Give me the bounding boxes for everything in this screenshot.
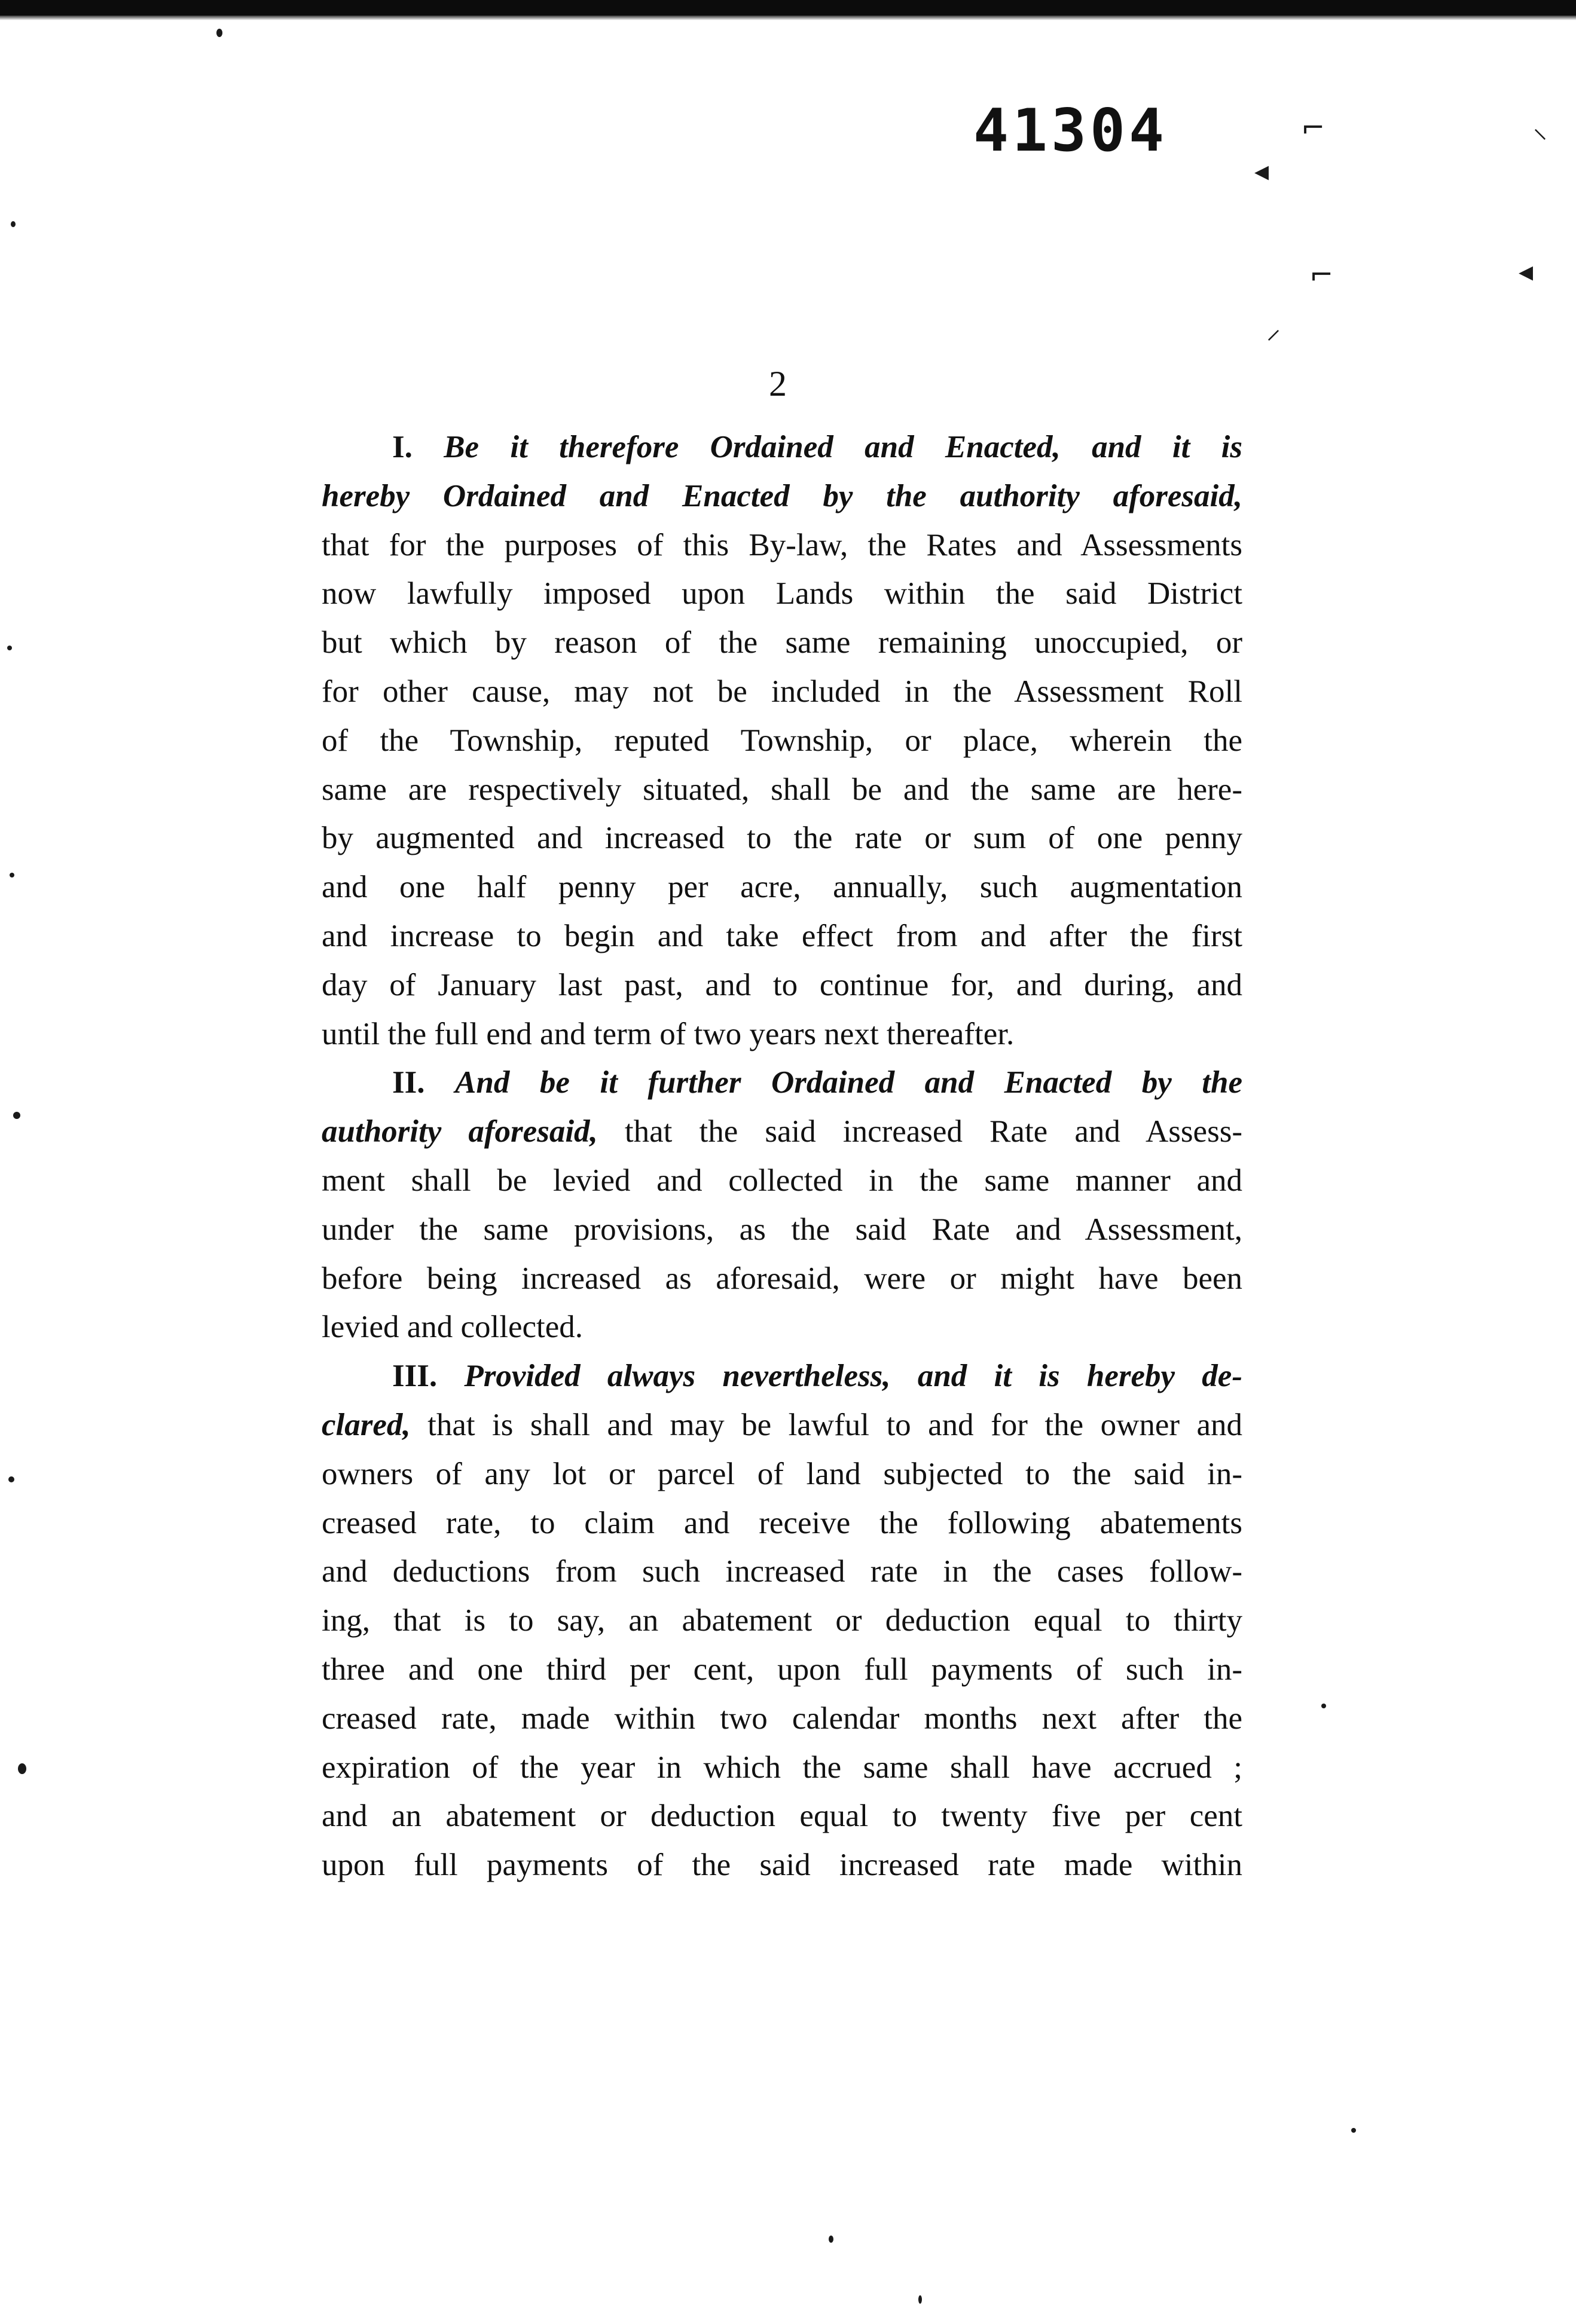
paragraph-line xyxy=(322,423,1242,472)
body-text xyxy=(322,423,1242,1890)
paragraph-line xyxy=(322,1597,1242,1646)
text-segment: and increase to begin and take effect from and after the first xyxy=(322,918,1242,953)
paragraph-line xyxy=(322,1646,1242,1695)
text-segment: Provided always nevertheless, and it is hereby de- xyxy=(464,1359,1242,1394)
paragraph-line xyxy=(322,1792,1242,1841)
text-segment: but which by reason of the same remaining unoccupied, or xyxy=(322,625,1242,660)
scan-mark: ⌐ xyxy=(1309,258,1334,292)
scan-speck xyxy=(216,29,222,37)
paragraph-line xyxy=(322,1695,1242,1744)
paragraph-line xyxy=(322,1744,1242,1793)
text-segment: owners of any lot or parcel of land subjected to the said in- xyxy=(322,1456,1242,1491)
scan-speck xyxy=(18,1763,26,1774)
text-segment: of the Township, reputed Township, or place, wherein the xyxy=(322,723,1242,758)
scan-mark: ◂ xyxy=(1519,255,1534,288)
text-segment: ment shall be levied and collected in the same manner and xyxy=(322,1163,1242,1198)
scan-speck xyxy=(918,2295,922,2304)
text-segment: for other cause, may not be included in the Assessment Roll xyxy=(322,674,1242,709)
text-segment: creased rate, made within two calendar months next after the xyxy=(322,1701,1242,1736)
text-segment: And be it further Ordained and Enacted by the xyxy=(455,1065,1242,1100)
text-segment: authority aforesaid, xyxy=(322,1114,598,1149)
text-segment: and one half penny per acre, annually, such augmentation xyxy=(322,870,1242,905)
text-segment: creased rate, to claim and receive the following abatements xyxy=(322,1505,1242,1540)
text-segment: Be it therefore Ordained and Enacted, and it is xyxy=(444,430,1242,464)
paragraph-line xyxy=(322,1157,1242,1206)
text-segment: clared, xyxy=(322,1407,411,1442)
scan-top-fade xyxy=(0,16,1576,20)
page-number: 2 xyxy=(769,364,787,403)
paragraph-line xyxy=(322,1303,1242,1352)
text-segment: and an abatement or deduction equal to twenty five per cent xyxy=(322,1799,1242,1834)
paragraph-line xyxy=(322,1548,1242,1597)
scan-mark: ⸜ xyxy=(1533,111,1548,145)
paragraph-line xyxy=(322,472,1242,521)
text-segment: by augmented and increased to the rate or sum of one penny xyxy=(322,821,1242,856)
text-segment: hereby Ordained and Enacted by the authority aforesaid, xyxy=(322,478,1242,513)
text-segment: now lawfully imposed upon Lands within the said District xyxy=(322,576,1242,611)
scan-top-edge xyxy=(0,0,1576,16)
text-segment: ing, that is to say, an abatement or deduction equal to thirty xyxy=(322,1603,1242,1638)
scan-speck xyxy=(13,1112,20,1119)
paragraph-line xyxy=(322,863,1242,912)
text-segment: before being increased as aforesaid, were or might have been xyxy=(322,1261,1242,1296)
scan-speck xyxy=(11,221,16,227)
paragraph-line xyxy=(322,1206,1242,1255)
paragraph-line xyxy=(322,717,1242,766)
paragraph-line xyxy=(322,1255,1242,1304)
paragraph-line xyxy=(322,1010,1242,1059)
paragraph-line xyxy=(322,912,1242,961)
paragraph-line xyxy=(322,1059,1242,1108)
text-segment: I. xyxy=(392,430,444,464)
paragraph-line xyxy=(322,1841,1242,1890)
text-segment: three and one third per cent, upon full payments of such in- xyxy=(322,1652,1242,1687)
paragraph-line xyxy=(322,1499,1242,1548)
text-segment: until the full end and term of two years next thereafter. xyxy=(322,1016,1015,1051)
paragraph-line xyxy=(322,1352,1242,1401)
scan-speck xyxy=(1351,2128,1356,2133)
text-segment: that is shall and may be lawful to and for the owner and xyxy=(410,1407,1242,1442)
paragraph-line xyxy=(322,814,1242,863)
text-segment: levied and collected. xyxy=(322,1310,584,1345)
text-segment: under the same provisions, as the said Rate and Assessment, xyxy=(322,1212,1242,1247)
paragraph-line xyxy=(322,570,1242,619)
paragraph-line xyxy=(322,619,1242,668)
paragraph-line xyxy=(322,668,1242,717)
paragraph-line xyxy=(322,766,1242,815)
text-segment: same are respectively situated, shall be and the same are here- xyxy=(322,772,1242,807)
text-segment: II. xyxy=(392,1065,456,1100)
scan-speck xyxy=(10,873,14,877)
scan-speck xyxy=(1321,1704,1326,1708)
scan-speck xyxy=(8,1476,14,1482)
scan-mark: ⸝ xyxy=(1266,312,1281,345)
scan-speck xyxy=(829,2236,833,2243)
text-segment: that the said increased Rate and Assess- xyxy=(597,1114,1242,1149)
text-segment: upon full payments of the said increased rate made within xyxy=(322,1848,1242,1883)
text-segment: that for the purposes of this By-law, the Rates and Assessments xyxy=(322,527,1242,562)
scan-mark: ◂ xyxy=(1254,154,1269,188)
paragraph-line xyxy=(322,521,1242,570)
text-segment: day of January last past, and to continue for, and during, and xyxy=(322,967,1242,1002)
text-segment: and deductions from such increased rate in the cases follow- xyxy=(322,1554,1242,1589)
text-segment: expiration of the year in which the same shall have accrued ; xyxy=(322,1750,1242,1785)
document-number: 41304 xyxy=(973,97,1168,165)
paragraph-line xyxy=(322,1401,1242,1450)
paragraph-line xyxy=(322,1450,1242,1499)
scan-mark: ⌐ xyxy=(1301,111,1325,145)
text-segment: III. xyxy=(392,1359,465,1394)
paragraph-line xyxy=(322,961,1242,1010)
scan-speck xyxy=(7,646,12,650)
paragraph-line xyxy=(322,1108,1242,1157)
